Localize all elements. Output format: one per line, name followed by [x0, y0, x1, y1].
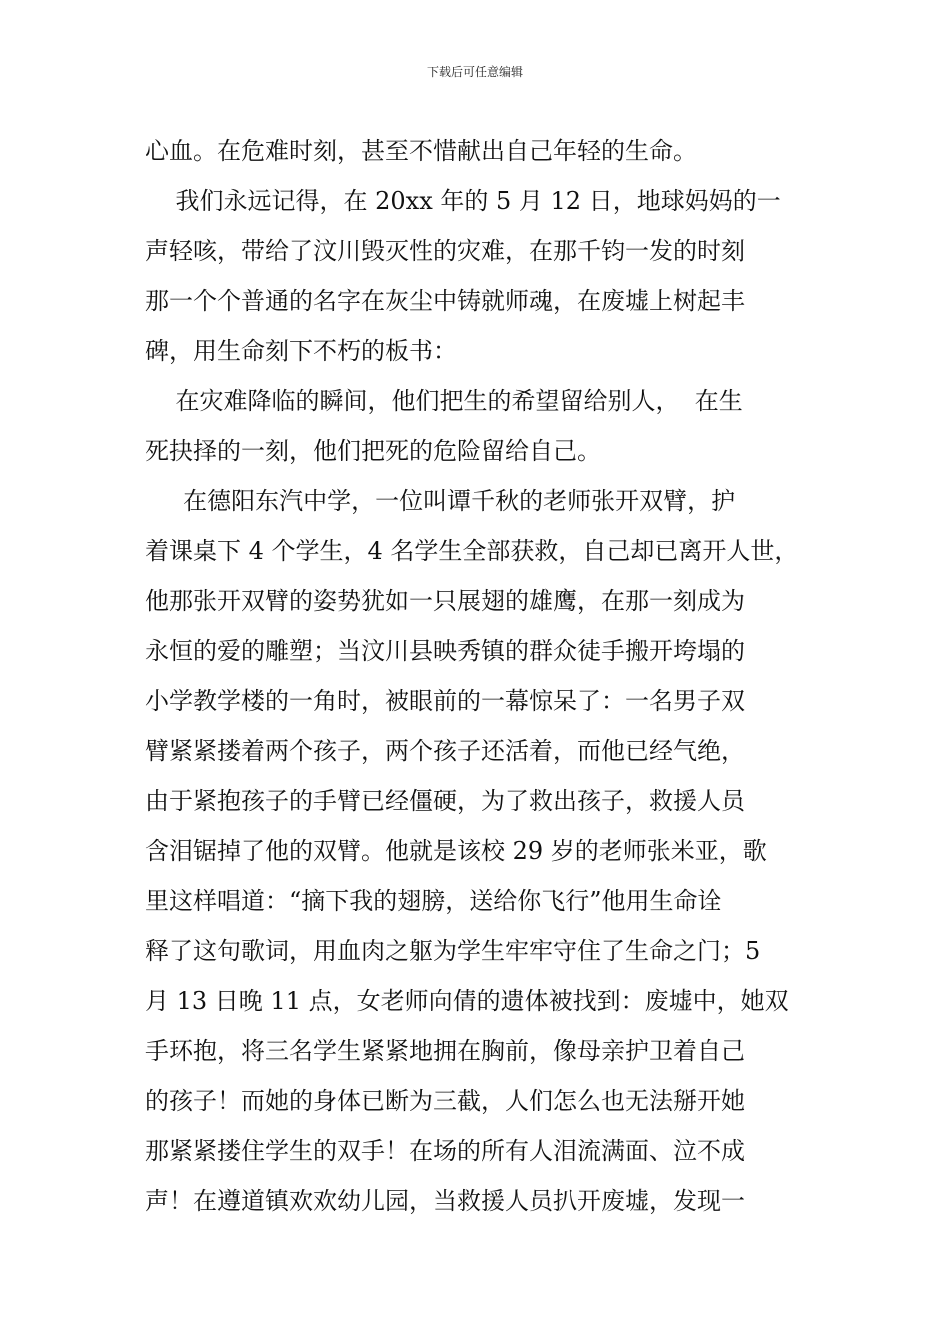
text-line: 死抉择的一刻，他们把死的危险留给自己。 [145, 437, 601, 465]
text-line: 声轻咳，带给了汶川毁灭性的灾难，在那千钧一发的时刻 [145, 237, 745, 265]
text-line: 他那张开双臂的姿势犹如一只展翅的雄鹰，在那一刻成为 [145, 587, 745, 615]
text-line: 在灾难降临的瞬间，他们把生的希望留给别人， 在生 [145, 387, 743, 415]
text-line: 释了这句歌词，用血肉之躯为学生牢牢守住了生命之门；5 [145, 937, 761, 965]
text-line: 月 13 日晚 11 点，女老师向倩的遗体被找到：废墟中，她双 [145, 987, 789, 1015]
text-line: 含泪锯掉了他的双臂。他就是该校 29 岁的老师张米亚，歌 [145, 837, 767, 865]
text-line: 声！在遵道镇欢欢幼儿园，当救援人员扒开废墟，发现一 [145, 1187, 745, 1215]
text-line: 永恒的爱的雕塑；当汶川县映秀镇的群众徒手搬开垮塌的 [145, 637, 745, 665]
text-line: 碑，用生命刻下不朽的板书： [145, 337, 457, 365]
text-line: 那紧紧搂住学生的双手！在场的所有人泪流满面、泣不成 [145, 1137, 745, 1165]
text-line: 着课桌下 4 个学生，4 名学生全部获救，自己却已离开人世， [145, 537, 799, 565]
text-line: 手环抱，将三名学生紧紧地拥在胸前，像母亲护卫着自己 [145, 1037, 745, 1065]
text-line: 由于紧抱孩子的手臂已经僵硬，为了救出孩子，救援人员 [145, 787, 745, 815]
text-line: 那一个个普通的名字在灰尘中铸就师魂，在废墟上树起丰 [145, 287, 745, 315]
text-line: 在德阳东汽中学，一位叫谭千秋的老师张开双臂，护 [145, 487, 736, 515]
text-line: 心血。在危难时刻，甚至不惜献出自己年轻的生命。 [145, 137, 697, 165]
text-line: 的孩子！而她的身体已断为三截，人们怎么也无法掰开她 [145, 1087, 745, 1115]
text-line: 我们永远记得，在 20xx 年的 5 月 12 日，地球妈妈的一 [145, 187, 781, 215]
text-line: 里这样唱道：“摘下我的翅膀，送给你飞行”他用生命诠 [145, 887, 722, 915]
text-line: 小学教学楼的一角时，被眼前的一幕惊呆了：一名男子双 [145, 687, 745, 715]
page-header: 下载后可任意编辑 [426, 65, 523, 79]
text-line: 臂紧紧搂着两个孩子，两个孩子还活着，而他已经气绝， [145, 737, 745, 765]
